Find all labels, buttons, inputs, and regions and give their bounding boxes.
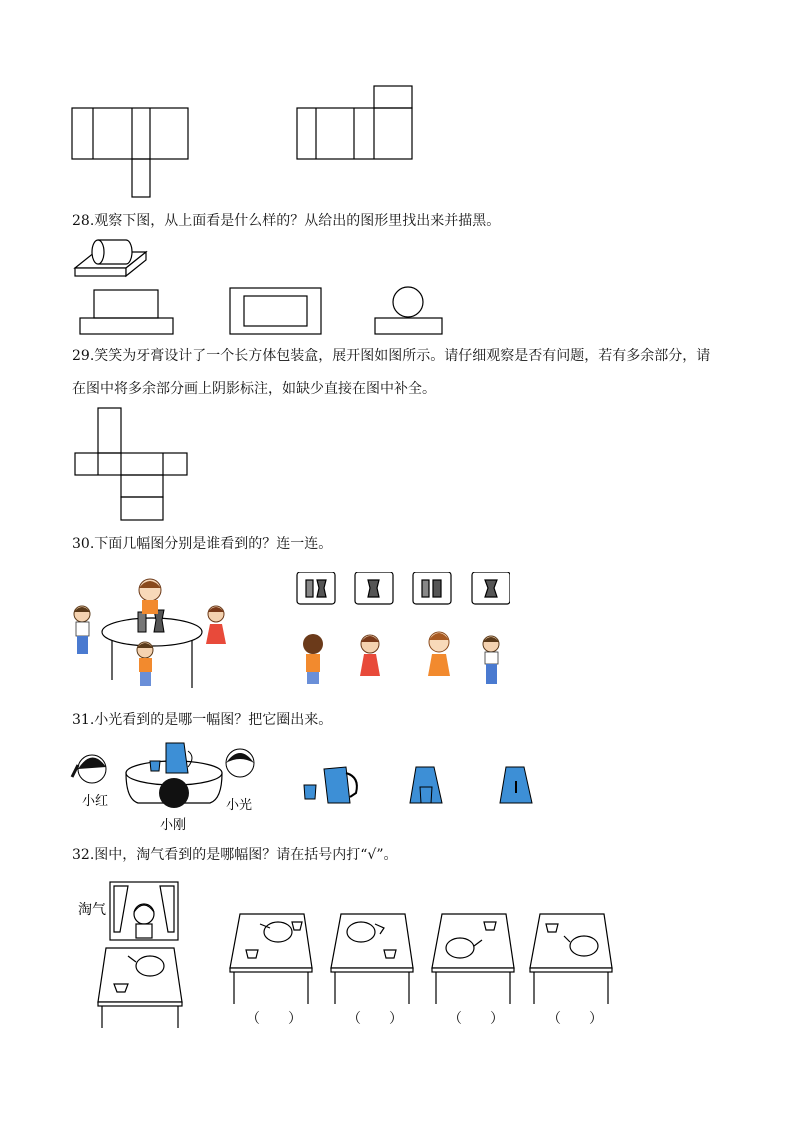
question-number: 31. <box>72 712 95 728</box>
view-cards <box>297 572 510 604</box>
cube-net-figures <box>60 80 430 205</box>
question-31 <box>72 710 332 730</box>
view-card-3 <box>413 572 451 604</box>
label-xiaohong: 小红 <box>82 794 109 809</box>
question-32 <box>72 845 398 865</box>
question-29 <box>72 346 710 366</box>
option-table-2 <box>331 914 413 1004</box>
solid-with-cylinder <box>75 240 146 276</box>
option-jug-side <box>304 767 357 803</box>
question-text: 笑笑为牙膏设计了一个长方体包装盒，展开图如图所示。请仔细观察是否有问题，若有多余部分，请 <box>94 348 711 364</box>
child-1-boy-back <box>303 634 323 684</box>
head-xiaoguang <box>226 749 254 777</box>
view-card-1 <box>297 572 335 604</box>
question-text: 在图中将多余部分画上阴影标注，如缺少直接在图中补全。 <box>72 381 436 397</box>
option-table-3 <box>432 914 514 1004</box>
question-text: 观察下图，从上面看是什么样的？从给出的图形里找出来并描黑。 <box>94 213 501 229</box>
head-xiaohong <box>72 755 106 783</box>
option-a-front-view <box>80 290 173 334</box>
boy-front <box>137 642 153 686</box>
net-left-strip <box>72 108 188 159</box>
girl-right <box>206 606 226 644</box>
child-2-girl-red <box>360 635 380 676</box>
boy-left <box>74 606 90 654</box>
option-jug-back <box>500 767 532 803</box>
net-left-tab <box>132 159 150 197</box>
reference-table <box>98 948 182 1028</box>
label-xiaoguang: 小光 <box>226 798 253 813</box>
answer-blank-3[interactable]: （ ） <box>448 1011 504 1027</box>
label-taoqi: 淘气 <box>78 902 106 918</box>
q30-scene <box>70 572 510 696</box>
option-table-1 <box>230 914 312 1004</box>
answer-blank-2[interactable]: （ ） <box>347 1011 403 1027</box>
label-xiaogang: 小刚 <box>160 818 187 833</box>
option-table-4 <box>530 914 612 1004</box>
answer-blank-4[interactable]: （ ） <box>547 1011 603 1027</box>
question-29-line2 <box>72 379 436 399</box>
answer-blank-1[interactable]: （ ） <box>246 1011 302 1027</box>
question-number: 29. <box>72 348 95 364</box>
net-right-tab <box>374 86 412 108</box>
window-taoqi <box>110 882 178 940</box>
child-4-boy-blue <box>483 636 499 684</box>
question-number: 32. <box>72 847 95 863</box>
child-3-girl-orange <box>428 632 450 676</box>
view-card-4 <box>472 572 510 604</box>
option-jug-front-cup <box>410 767 442 803</box>
question-30 <box>72 534 332 554</box>
option-b-top-view <box>230 288 321 334</box>
head-xiaogang <box>159 778 189 808</box>
cup-on-table <box>150 761 160 771</box>
q28-figures <box>70 232 450 338</box>
question-text: 小光看到的是哪一幅图？把它圈出来。 <box>94 712 333 728</box>
view-card-2 <box>355 572 393 604</box>
question-text: 图中，淘气看到的是哪幅图？请在括号内打“√”。 <box>94 847 398 863</box>
q31-scene <box>70 737 540 835</box>
question-number: 30. <box>72 536 95 552</box>
box-net <box>70 402 195 526</box>
girl-back <box>139 579 161 614</box>
question-number: 28. <box>72 213 95 229</box>
option-c-side-view <box>375 287 442 334</box>
question-28 <box>72 211 500 231</box>
question-text: 下面几幅图分别是谁看到的？连一连。 <box>94 536 333 552</box>
